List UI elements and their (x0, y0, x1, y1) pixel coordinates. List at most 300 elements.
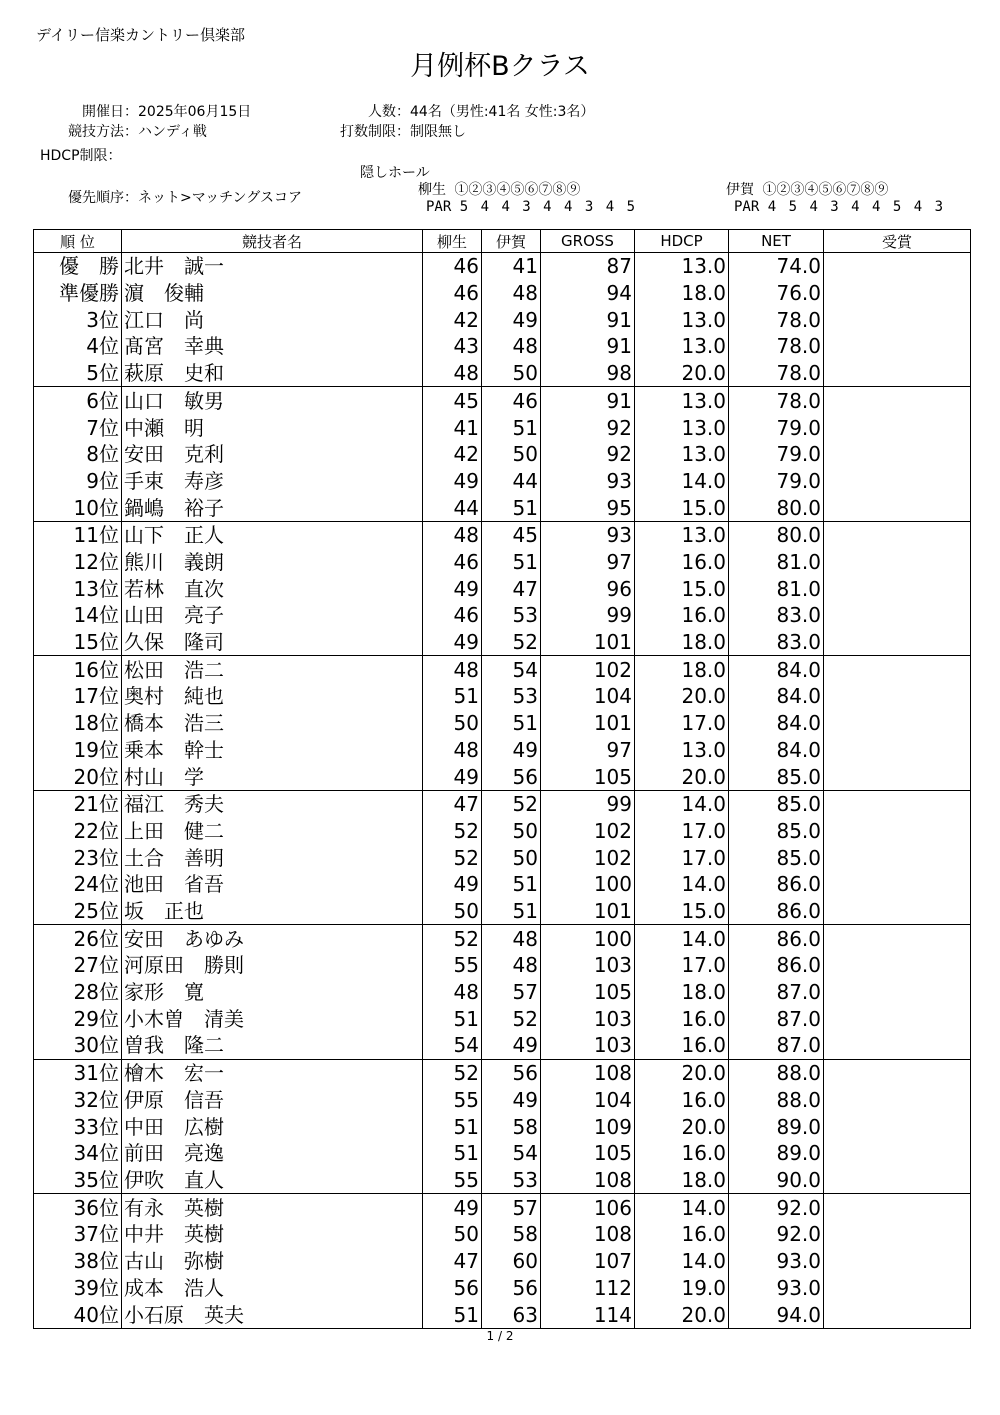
net-score: 87.0 (729, 1005, 824, 1032)
course2-score: 49 (482, 736, 541, 763)
award-cell (824, 602, 971, 629)
name-cell: 江口 尚 (122, 306, 423, 333)
course2-score: 56 (482, 763, 541, 790)
course2-score: 49 (482, 1087, 541, 1114)
course1-score: 49 (423, 468, 482, 495)
course2-score: 56 (482, 1274, 541, 1301)
priority-value: ネット>マッチングスコア (138, 190, 303, 206)
gross-score: 102 (541, 656, 635, 683)
award-cell (824, 818, 971, 845)
course2-score: 63 (482, 1301, 541, 1328)
table-row (34, 333, 971, 360)
course2-score: 53 (482, 602, 541, 629)
award-cell (824, 387, 971, 414)
method-label: 競技方法： (68, 124, 138, 140)
course1-score: 43 (423, 333, 482, 360)
award-cell (824, 360, 971, 387)
net-score: 86.0 (729, 898, 824, 925)
net-score: 81.0 (729, 549, 824, 576)
course2-score: 51 (482, 710, 541, 737)
hdcp-value: 16.0 (635, 1221, 729, 1248)
rank-cell: 32位 (34, 1087, 122, 1114)
course1-score: 56 (423, 1274, 482, 1301)
table-row (34, 360, 971, 387)
award-cell (824, 253, 971, 280)
award-cell (824, 952, 971, 979)
hdcp-value: 17.0 (635, 710, 729, 737)
course2-score: 57 (482, 1194, 541, 1221)
course2-par-label: PAR (734, 199, 760, 215)
award-cell (824, 736, 971, 763)
hdcp-value: 15.0 (635, 494, 729, 521)
net-score: 78.0 (729, 387, 824, 414)
gross-score: 97 (541, 549, 635, 576)
course2-score: 50 (482, 844, 541, 871)
net-score: 89.0 (729, 1113, 824, 1140)
rank-cell: 29位 (34, 1005, 122, 1032)
count-label: 人数： (368, 104, 410, 120)
course1-score: 49 (423, 763, 482, 790)
gross-score: 102 (541, 844, 635, 871)
table-row (34, 1194, 971, 1221)
course2-score: 58 (482, 1113, 541, 1140)
hdcp-value: 15.0 (635, 575, 729, 602)
award-cell (824, 1167, 971, 1194)
limit-label: 打数制限： (340, 124, 410, 140)
rank-cell: 38位 (34, 1248, 122, 1275)
table-row (34, 979, 971, 1006)
table-row (34, 1087, 971, 1114)
name-cell: 上田 健二 (122, 818, 423, 845)
net-score: 81.0 (729, 575, 824, 602)
net-score: 87.0 (729, 1032, 824, 1059)
name-cell: 小石原 英夫 (122, 1301, 423, 1328)
table-row (34, 790, 971, 817)
rank-cell: 25位 (34, 898, 122, 925)
table-row (34, 925, 971, 952)
course2-score: 44 (482, 468, 541, 495)
award-cell (824, 844, 971, 871)
name-cell: 髙宮 幸典 (122, 333, 423, 360)
hdcp-value: 14.0 (635, 925, 729, 952)
net-score: 85.0 (729, 763, 824, 790)
net-score: 78.0 (729, 306, 824, 333)
gross-score: 91 (541, 333, 635, 360)
rank-cell: 24位 (34, 871, 122, 898)
rank-cell: 4位 (34, 333, 122, 360)
course2-score: 48 (482, 952, 541, 979)
course1-score: 52 (423, 818, 482, 845)
hdcp-limit-label: HDCP制限： (40, 148, 122, 164)
table-row (34, 736, 971, 763)
course1-score: 46 (423, 280, 482, 307)
hdcp-value: 16.0 (635, 549, 729, 576)
course2-hole-numbers: ①②③④⑤⑥⑦⑧⑨ (762, 182, 889, 198)
course1-score: 48 (423, 979, 482, 1006)
table-row (34, 441, 971, 468)
gross-score: 99 (541, 602, 635, 629)
course1-score: 44 (423, 494, 482, 521)
course2-score: 50 (482, 360, 541, 387)
course2-score: 50 (482, 441, 541, 468)
course1-score: 48 (423, 736, 482, 763)
net-score: 86.0 (729, 952, 824, 979)
award-cell (824, 629, 971, 656)
net-score: 83.0 (729, 602, 824, 629)
hdcp-value: 16.0 (635, 1032, 729, 1059)
rank-cell: 3位 (34, 306, 122, 333)
name-cell: 安田 あゆみ (122, 925, 423, 952)
course1-score: 41 (423, 414, 482, 441)
course2-score: 52 (482, 629, 541, 656)
name-cell: 小木曽 清美 (122, 1005, 423, 1032)
name-cell: 安田 克利 (122, 441, 423, 468)
col-award: 受賞 (824, 230, 971, 253)
priority-row (40, 187, 302, 207)
rank-cell: 13位 (34, 575, 122, 602)
course1-score: 50 (423, 1221, 482, 1248)
rank-cell: 15位 (34, 629, 122, 656)
table-row (34, 763, 971, 790)
award-cell (824, 549, 971, 576)
course1-score: 51 (423, 683, 482, 710)
course2-score: 52 (482, 790, 541, 817)
results-table (33, 229, 971, 1329)
name-cell: 村山 学 (122, 763, 423, 790)
hdcp-value: 13.0 (635, 253, 729, 280)
rank-cell: 18位 (34, 710, 122, 737)
net-score: 87.0 (729, 979, 824, 1006)
course2-score: 48 (482, 925, 541, 952)
net-score: 93.0 (729, 1274, 824, 1301)
table-row (34, 844, 971, 871)
gross-score: 97 (541, 736, 635, 763)
course1-score: 55 (423, 1167, 482, 1194)
rank-cell: 26位 (34, 925, 122, 952)
hdcp-value: 13.0 (635, 387, 729, 414)
table-row (34, 468, 971, 495)
gross-score: 101 (541, 710, 635, 737)
award-cell (824, 1005, 971, 1032)
date-label: 開催日： (82, 104, 138, 120)
hdcp-value: 15.0 (635, 898, 729, 925)
award-cell (824, 1140, 971, 1167)
net-score: 94.0 (729, 1301, 824, 1328)
hdcp-value: 16.0 (635, 602, 729, 629)
col-name: 競技者名 (122, 230, 423, 253)
hdcp-value: 18.0 (635, 629, 729, 656)
course2-score: 54 (482, 1140, 541, 1167)
net-score: 79.0 (729, 414, 824, 441)
course1-score: 48 (423, 656, 482, 683)
course2-score: 52 (482, 1005, 541, 1032)
course1-score: 52 (423, 1059, 482, 1086)
hdcp-value: 19.0 (635, 1274, 729, 1301)
course1-score: 48 (423, 521, 482, 548)
rank-cell: 準優勝 (34, 280, 122, 307)
col-gross: GROSS (541, 230, 635, 253)
name-cell: 前田 亮逸 (122, 1140, 423, 1167)
gross-score: 108 (541, 1221, 635, 1248)
name-cell: 熊川 義朗 (122, 549, 423, 576)
course2-score: 56 (482, 1059, 541, 1086)
count-row (320, 101, 594, 121)
gross-score: 109 (541, 1113, 635, 1140)
name-cell: 山田 亮子 (122, 602, 423, 629)
award-cell (824, 306, 971, 333)
rank-cell: 10位 (34, 494, 122, 521)
table-row (34, 871, 971, 898)
name-cell: 手束 寿彦 (122, 468, 423, 495)
course1-score: 52 (423, 844, 482, 871)
award-cell (824, 979, 971, 1006)
gross-score: 100 (541, 871, 635, 898)
name-cell: 松田 浩二 (122, 656, 423, 683)
hdcp-value: 14.0 (635, 468, 729, 495)
table-row (34, 549, 971, 576)
hdcp-value: 18.0 (635, 979, 729, 1006)
course1-score: 51 (423, 1301, 482, 1328)
name-cell: 山口 敏男 (122, 387, 423, 414)
hdcp-value: 20.0 (635, 1113, 729, 1140)
name-cell: 成本 浩人 (122, 1274, 423, 1301)
net-score: 86.0 (729, 925, 824, 952)
name-cell: 曽我 隆二 (122, 1032, 423, 1059)
rank-cell: 7位 (34, 414, 122, 441)
hdcp-value: 20.0 (635, 1059, 729, 1086)
award-cell (824, 1301, 971, 1328)
table-row (34, 1248, 971, 1275)
course2-score: 41 (482, 253, 541, 280)
table-row (34, 898, 971, 925)
hdcp-value: 13.0 (635, 306, 729, 333)
name-cell: 中井 英樹 (122, 1221, 423, 1248)
course1-score: 51 (423, 1113, 482, 1140)
hdcp-value: 16.0 (635, 1140, 729, 1167)
name-cell: 家形 寛 (122, 979, 423, 1006)
table-row (34, 1113, 971, 1140)
net-score: 83.0 (729, 629, 824, 656)
net-score: 76.0 (729, 280, 824, 307)
hdcp-value: 16.0 (635, 1005, 729, 1032)
name-cell: 伊原 信吾 (122, 1087, 423, 1114)
name-cell: 中田 広樹 (122, 1113, 423, 1140)
name-cell: 山下 正人 (122, 521, 423, 548)
award-cell (824, 468, 971, 495)
course1-score: 50 (423, 710, 482, 737)
gross-score: 96 (541, 575, 635, 602)
table-row (34, 710, 971, 737)
table-row (34, 1005, 971, 1032)
name-cell: 土合 善明 (122, 844, 423, 871)
rank-cell: 30位 (34, 1032, 122, 1059)
course2-score: 58 (482, 1221, 541, 1248)
name-cell: 鍋嶋 裕子 (122, 494, 423, 521)
table-body (34, 253, 971, 1329)
hdcp-value: 18.0 (635, 1167, 729, 1194)
name-cell: 池田 省吾 (122, 871, 423, 898)
course1-score: 49 (423, 871, 482, 898)
course1-holes (418, 179, 580, 199)
hdcp-value: 17.0 (635, 952, 729, 979)
table-row (34, 253, 971, 280)
table-row (34, 1221, 971, 1248)
page-title: 月例杯Bクラス (410, 51, 590, 82)
table-row (34, 1059, 971, 1086)
award-cell (824, 1059, 971, 1086)
table-row (34, 656, 971, 683)
hdcp-value: 14.0 (635, 1248, 729, 1275)
rank-cell: 8位 (34, 441, 122, 468)
course2-score: 53 (482, 1167, 541, 1194)
net-score: 92.0 (729, 1194, 824, 1221)
course1-par-label: PAR (426, 199, 452, 215)
table-row (34, 414, 971, 441)
net-score: 90.0 (729, 1167, 824, 1194)
award-cell (824, 1113, 971, 1140)
gross-score: 92 (541, 441, 635, 468)
net-score: 93.0 (729, 1248, 824, 1275)
gross-score: 112 (541, 1274, 635, 1301)
gross-score: 108 (541, 1167, 635, 1194)
gross-score: 107 (541, 1248, 635, 1275)
course2-score: 51 (482, 414, 541, 441)
gross-score: 104 (541, 1087, 635, 1114)
course1-score: 46 (423, 253, 482, 280)
table-row (34, 1032, 971, 1059)
col-rank: 順 位 (34, 230, 122, 253)
hdcp-value: 14.0 (635, 871, 729, 898)
hdcp-value: 13.0 (635, 414, 729, 441)
award-cell (824, 871, 971, 898)
rank-cell: 35位 (34, 1167, 122, 1194)
name-cell: 若林 直次 (122, 575, 423, 602)
rank-cell: 33位 (34, 1113, 122, 1140)
gross-score: 104 (541, 683, 635, 710)
rank-cell: 17位 (34, 683, 122, 710)
course1-score: 42 (423, 306, 482, 333)
gross-score: 101 (541, 898, 635, 925)
award-cell (824, 280, 971, 307)
award-cell (824, 494, 971, 521)
course2-score: 50 (482, 818, 541, 845)
course2-score: 49 (482, 306, 541, 333)
course2-score: 51 (482, 871, 541, 898)
table-row (34, 952, 971, 979)
rank-cell: 9位 (34, 468, 122, 495)
name-cell: 濵 俊輔 (122, 280, 423, 307)
gross-score: 105 (541, 1140, 635, 1167)
rank-cell: 21位 (34, 790, 122, 817)
rank-cell: 16位 (34, 656, 122, 683)
net-score: 92.0 (729, 1221, 824, 1248)
award-cell (824, 441, 971, 468)
name-cell: 乗本 幹士 (122, 736, 423, 763)
hdcp-value: 20.0 (635, 763, 729, 790)
course1-score: 51 (423, 1005, 482, 1032)
award-cell (824, 763, 971, 790)
gross-score: 105 (541, 763, 635, 790)
net-score: 86.0 (729, 871, 824, 898)
name-cell: 河原田 勝則 (122, 952, 423, 979)
award-cell (824, 521, 971, 548)
hdcp-value: 18.0 (635, 280, 729, 307)
name-cell: 奥村 純也 (122, 683, 423, 710)
table-row (34, 494, 971, 521)
hdcp-value: 13.0 (635, 441, 729, 468)
gross-score: 93 (541, 521, 635, 548)
course2-score: 60 (482, 1248, 541, 1275)
hdcp-value: 14.0 (635, 790, 729, 817)
name-cell: 古山 弥樹 (122, 1248, 423, 1275)
table-row (34, 818, 971, 845)
rank-cell: 6位 (34, 387, 122, 414)
date-value: 2025年06月15日 (138, 104, 252, 120)
course2-score: 51 (482, 494, 541, 521)
award-cell (824, 1221, 971, 1248)
net-score: 84.0 (729, 736, 824, 763)
course1-name: 柳生 (418, 182, 446, 198)
net-score: 80.0 (729, 521, 824, 548)
count-value: 44名（男性:41名 女性:3名） (410, 104, 595, 120)
gross-score: 98 (541, 360, 635, 387)
course1-score: 49 (423, 1194, 482, 1221)
limit-value: 制限無し (410, 124, 466, 140)
gross-score: 91 (541, 387, 635, 414)
gross-score: 93 (541, 468, 635, 495)
name-cell: 萩原 史和 (122, 360, 423, 387)
gross-score: 100 (541, 925, 635, 952)
hdcp-value: 18.0 (635, 656, 729, 683)
gross-score: 103 (541, 1005, 635, 1032)
course1-score: 49 (423, 575, 482, 602)
course2-score: 49 (482, 1032, 541, 1059)
gross-score: 91 (541, 306, 635, 333)
award-cell (824, 790, 971, 817)
award-cell (824, 1248, 971, 1275)
gross-score: 106 (541, 1194, 635, 1221)
award-cell (824, 333, 971, 360)
course2-holes (726, 179, 888, 199)
course1-par (426, 199, 637, 215)
net-score: 78.0 (729, 333, 824, 360)
course1-score: 55 (423, 1087, 482, 1114)
course2-score: 54 (482, 656, 541, 683)
table-row (34, 1140, 971, 1167)
name-cell: 福江 秀夫 (122, 790, 423, 817)
table-row (34, 387, 971, 414)
award-cell (824, 414, 971, 441)
rank-cell: 優 勝 (34, 253, 122, 280)
table-row (34, 521, 971, 548)
award-cell (824, 683, 971, 710)
name-cell: 北井 誠一 (122, 253, 423, 280)
course1-score: 52 (423, 925, 482, 952)
hdcp-value: 14.0 (635, 1194, 729, 1221)
gross-score: 103 (541, 1032, 635, 1059)
net-score: 84.0 (729, 683, 824, 710)
table-row (34, 280, 971, 307)
rank-cell: 5位 (34, 360, 122, 387)
course1-score: 47 (423, 1248, 482, 1275)
table-row (34, 602, 971, 629)
course1-score: 55 (423, 952, 482, 979)
col-hdcp: HDCP (635, 230, 729, 253)
hdcp-value: 17.0 (635, 844, 729, 871)
course2-score: 51 (482, 549, 541, 576)
table-row (34, 1301, 971, 1328)
course2-score: 45 (482, 521, 541, 548)
